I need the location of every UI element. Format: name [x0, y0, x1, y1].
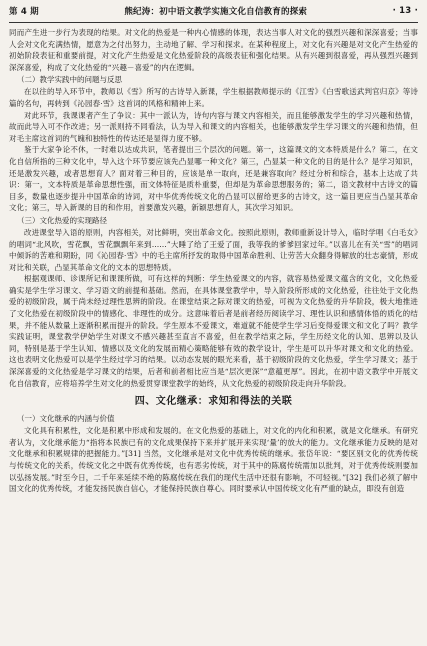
page-header [9, 0, 418, 23]
subsection-heading: （一）文化继承的内涵与价值 [17, 414, 115, 424]
subsection-heading: （二）教学实践中的问题与反思 [17, 75, 122, 85]
paragraph: 文化具有积累性，文化是积累中形成和发展的。在文化热爱的基础上，对文化的内化和积累，就是文化继承。有研究者认为，文化继承能力“指将本民族已有的文化成果保持下来并扩展开来实现‘量’的放大的能力。文化继承能力反映的是对文化继承和积累规律的把握能力。”[31] 当然，文化继承是对文化中优秀传统的继承。张岱年说：“要区别文化的优秀传统与传统文化的关系，传统文化之中既有优秀传统，也有恶劣传统，对于其中的陈腐传统需加以批判，对于优秀传统则要加以弘扬发展。”时至今日，二千年来延续不绝的陈腐传统在我们的现代生活中还很有影响，不可轻视。”[32] 我们必须了解中国文化的优秀传统，才能发扬民族自信心，才能保持民族自尊心。同时要承认中国传统文化有严重的缺点，即没有创造 [9, 426, 418, 494]
paragraph: 在以往的导入环节中，教师以《雪》所写的古诗导入新课，学生根据教师提示的《江雪》《白雪歌送武判官归京》等诗篇的名句，再转到《沁园春·雪》这首词的风格和精神上来。 [9, 87, 418, 108]
paragraph: 对此环节，我课课者产生了争议：其中一派认为，诗句内容与课文内容相关，而且能够激发学生的学习兴趣和热情，故而此导入可不作改进；另一派则持不同看法，认为导入和课文的内容相关，也能够激发学生学习课文的兴趣和热情，但对毛主席这首词的气魄和独特性的传达还是显得力度不够。 [9, 110, 418, 143]
paragraph: 鉴于大家争论不休，一时难以达成共识，笔者提出三个层次的问题。第一，这篇课文的文本特质是什么？第二，在文化自信所指的三种文化中，导入这个环节要应该先凸显哪一种文化？第三，凸显某一种文化的目的是什么？是学习知识，还是激发兴趣，或者思想育人？面对着三种目的，应该是单一取向，还是兼容取向？经过分析和综合，基本上达成了共识：第一，文本特质是革命思想性强，而文体特征是质朴重要，但却是为革命思想服务的；第二，语文教材中古诗文的篇目多，数量也逐步提升中国革命的诗词，对中华优秀传统文化的凸显可以留给更多的古诗文，这一篇目更应当凸显其革命文化；第三，导入新课的目的和作用，首要激发兴趣，新颖思想育人，其次学习知识。 [9, 145, 418, 213]
issue-number: 第 4 期 [9, 7, 39, 17]
section-title: 四、文化继承：求知和得法的关联 [134, 396, 293, 408]
subsection-heading: （三）文化热爱的实现路径 [17, 215, 107, 225]
running-title: 熊纪涛：初中语文教学实施文化自信教育的探索 [124, 7, 308, 17]
page-number: · 13 · [392, 6, 418, 16]
paragraph: 根据观课师、诊课所记和课课所做，可有这样的判断：学生热爱课文的内容，就容易热爱课文蕴含的文化，文化热爱确实是学生学习课文、学习语文的前提和基础。然而，在具体课堂教学中，导入阶段所形成的文化热爱，往往处于文化热爱的初级阶段，属于尚未经过理性思辨的阶段。在课堂结束之际对课文的热爱，可视为文化热爱的升华阶段，极大地推进了文化热爱在初级阶段中的情感化、非理性的成分。这意味着后者是前者经历阅读学习、理性认识和感情体悟的质化的结果，并不能从数量上逐渐积累而提升的阶段。学生原本不爱课文，难道就不能使学生学习后变得爱课文和文化了吗？教学实践证明，课堂教学伊始学生对课文不感兴趣甚至直言不喜爱，但在教学结束之际，学生历经文化的认知、思辨以及认同，特别是基于学生认知、情感以及文化的发展而精心策略能够有效的教学设计，学生是可以升华对课文和文化的热爱。这也表明文化热爱可以是学生经过学习的结果。以动态发展的眼光来看，基于初级阶段的文化热爱，学生学习课文；基于深深喜爱的文化热爱是学习课文的结果，后者和前者相比应当是“层次更深”“意蕴更厚”。因此，在初中语文教学中开展文化自信教育，应将培养学生对文化的热爱贯穿课堂教学的始终，从文化热爱的初级阶段走向升华阶段。 [9, 274, 418, 388]
paragraph: 改进课堂导入语的原则，内容相关，对比鲜明，突出革命文化。按照此原则，教师重新设计导入，临时学唱《白毛女》的唱词“北风吹，雪花飘，雪花飘飘年来到……”大睡了给了王爱了面，我等我的爹爹回家过年。”以喜儿在有关“雪”的唱词中倾诉的苦难和期盼，同《沁园春·雪》中的毛主席所抒发的取得中国革命胜利、让劳苦大众翻身得解放的壮志豪情，形成对比和关联，凸显其革命文化的文本的思想特质。 [9, 227, 418, 272]
paragraph: 同而产生进一步行为表现的结果。对文化的热爱是一种内心情感的体现，表达当事人对文化的强烈兴趣和深深喜爱；当事人会对文化充满热情，愿意为之付出努力，主动地了解、学习和探求。在某种程度上，对文化有兴趣是对文化产生热爱的初始阶段表征和重要前提，对文化产生热爱是文化热爱阶段的高级表征和强化结果。从有兴趣到很喜爱，再从强烈兴趣到深深喜爱，构成了文化热爱的“兴趣－喜爱”的内在逻辑。 [9, 28, 418, 72]
article-body [9, 23, 418, 495]
